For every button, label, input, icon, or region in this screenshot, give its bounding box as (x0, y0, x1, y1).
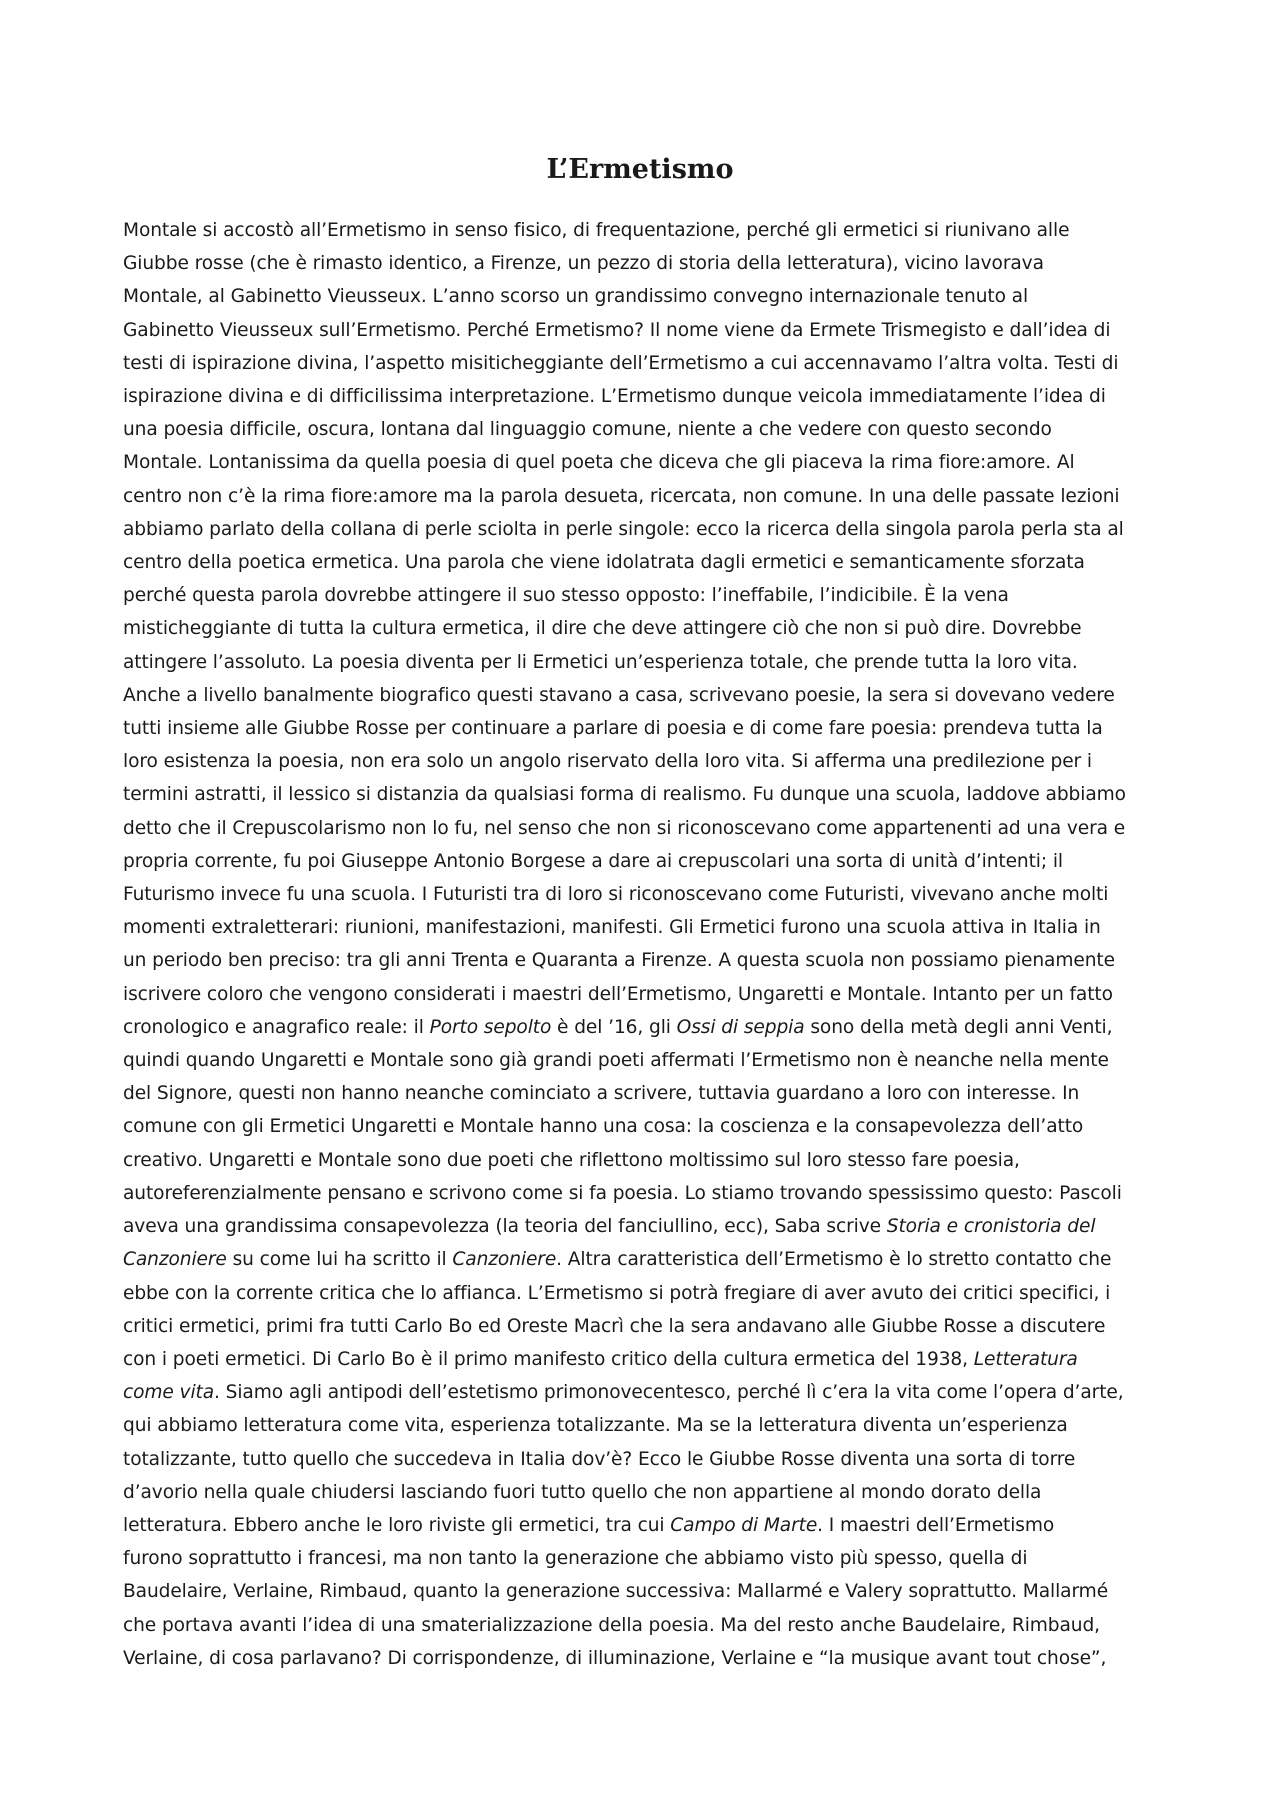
text-segment: con i poeti ermetici. Di Carlo Bo è il primo manifesto critico della cultura ermetica del 1938, (123, 1348, 974, 1370)
text-line (123, 646, 1173, 679)
text-line (123, 214, 1173, 247)
text-segment: iscrivere coloro che vengono considerati i maestri dell’Ermetismo, Ungaretti e Montale. Intanto per un fatto (123, 983, 1113, 1005)
text-segment: Giubbe rosse (che è rimasto identico, a Firenze, un pezzo di storia della letteratura), vicino lavorava (123, 253, 1044, 275)
text-segment: creativo. Ungaretti e Montale sono due poeti che riflettono moltissimo sul loro stesso fare poesia, (123, 1149, 1020, 1171)
text-segment: furono soprattutto i francesi, ma non tanto la generazione che abbiamo visto più spesso, quella di (123, 1548, 1028, 1570)
text-line (123, 944, 1173, 977)
text-segment: . Altra caratteristica dell’Ermetismo è lo stretto contatto che (556, 1249, 1112, 1271)
text-line (123, 513, 1173, 546)
text-line (123, 413, 1173, 446)
text-segment: Montale, al Gabinetto Vieusseux. L’anno scorso un grandissimo convegno internazionale tenuto al (123, 286, 1029, 308)
text-line (123, 1343, 1173, 1376)
italic-title-text: Storia e cronistoria del (886, 1216, 1096, 1238)
text-line (123, 612, 1173, 645)
text-segment: Anche a livello banalmente biografico questi stavano a casa, scrivevano poesie, la sera si dovevano vedere (123, 684, 1115, 706)
text-segment: che portava avanti l’idea di una smaterializzazione della poesia. Ma del resto anche Baudelaire, Rimbaud, (123, 1614, 1100, 1636)
text-line (123, 911, 1173, 944)
document-body (123, 214, 1173, 1675)
text-segment: misticheggiante di tutta la cultura ermetica, il dire che deve attingere ciò che non si può dire. Dovrebbe (123, 618, 1082, 640)
text-segment: autoreferenzialmente pensano e scrivono come si fa poesia. Lo stiamo trovando spessissimo questo: Pascoli (123, 1182, 1122, 1204)
text-segment: letteratura. Ebbero anche le loro riviste gli ermetici, tra cui (123, 1514, 671, 1536)
text-segment: Gabinetto Vieusseux sull’Ermetismo. Perché Ermetismo? Il nome viene da Ermete Trismegisto e dall’idea di (123, 319, 1111, 341)
text-segment: perché questa parola dovrebbe attingere il suo stesso opposto: l’ineffabile, l’indicibile. È la vena (123, 585, 1009, 607)
text-line (123, 1575, 1173, 1608)
text-segment: cronologico e anagrafico reale: il (123, 1016, 430, 1038)
text-line (123, 845, 1173, 878)
text-line (123, 247, 1173, 280)
text-segment: totalizzante, tutto quello che succedeva in Italia dov’è? Ecco le Giubbe Rosse diventa una sorta di torre (123, 1448, 1076, 1470)
text-line (123, 380, 1173, 413)
text-line (123, 314, 1173, 347)
text-segment: centro non c’è la rima fiore:amore ma la parola desueta, ricercata, non comune. In una delle passate lezioni (123, 485, 1120, 507)
text-segment: Montale si accostò all’Ermetismo in senso fisico, di frequentazione, perché gli ermetici si riunivano alle (123, 220, 1070, 241)
text-line (123, 1277, 1173, 1310)
text-line (123, 1443, 1173, 1476)
text-segment: un periodo ben preciso: tra gli anni Trenta e Quaranta a Firenze. A questa scuola non possiamo pienamente (123, 950, 1115, 972)
text-line (123, 446, 1173, 479)
text-line (123, 1110, 1173, 1143)
text-segment: una poesia difficile, oscura, lontana dal linguaggio comune, niente a che vedere con questo secondo (123, 419, 1052, 441)
italic-title-text: Ossi di seppia (676, 1016, 805, 1038)
italic-title-text: Campo di Marte (670, 1514, 818, 1536)
text-segment: ebbe con la corrente critica che lo affianca. L’Ermetismo si potrà fregiare di aver avuto dei critici specifici, i (123, 1282, 1111, 1304)
text-line (123, 1044, 1173, 1077)
text-line (123, 1310, 1173, 1343)
text-line (123, 480, 1173, 513)
text-segment: momenti extraletterari: riunioni, manifestazioni, manifesti. Gli Ermetici furono una scuola attiva in Italia in (123, 917, 1101, 939)
text-segment: propria corrente, fu poi Giuseppe Antonio Borgese a dare ai crepuscolari una sorta di unità d’intenti; il (123, 850, 1063, 872)
text-segment: centro della poetica ermetica. Una parola che viene idolatrata dagli ermetici e semanticamente sforzata (123, 552, 1085, 574)
text-segment: Baudelaire, Verlaine, Rimbaud, quanto la generazione successiva: Mallarmé e Valery soprattutto. Mallarmé (123, 1581, 1109, 1603)
text-line (123, 1609, 1173, 1642)
document-title: L’Ermetismo (546, 154, 734, 185)
italic-title-text: Canzoniere (123, 1249, 227, 1271)
italic-title-text: come vita (123, 1382, 215, 1404)
text-line (123, 712, 1173, 745)
text-segment: termini astratti, il lessico si distanzia da qualsiasi forma di realismo. Fu dunque una scuola, laddove abbiamo (123, 784, 1126, 806)
text-segment: aveva una grandissima consapevolezza (la teoria del fanciullino, ecc), Saba scrive (123, 1216, 887, 1238)
italic-title-text: Porto sepolto (429, 1016, 552, 1038)
text-line (123, 1476, 1173, 1509)
text-line (123, 978, 1173, 1011)
text-line (123, 1243, 1173, 1276)
text-line (123, 1409, 1173, 1442)
text-line (123, 1077, 1173, 1110)
text-line (123, 347, 1173, 380)
italic-title-text: Letteratura (973, 1348, 1078, 1370)
text-segment: comune con gli Ermetici Ungaretti e Montale hanno una cosa: la coscienza e la consapevolezza dell’atto (123, 1116, 1084, 1138)
text-line (123, 1642, 1173, 1675)
text-segment: detto che il Crepuscolarismo non lo fu, nel senso che non si riconoscevano come appartenenti ad una vera e (123, 817, 1126, 839)
text-segment: sono della metà degli anni Venti, (804, 1016, 1113, 1038)
text-segment: tutti insieme alle Giubbe Rosse per continuare a parlare di poesia e di come fare poesia: prendeva tutta la (123, 718, 1103, 740)
text-line (123, 778, 1173, 811)
text-line (123, 546, 1173, 579)
text-segment: qui abbiamo letteratura come vita, esperienza totalizzante. Ma se la letteratura diventa un’esperienza (123, 1415, 1068, 1437)
text-segment: loro esistenza la poesia, non era solo un angolo riservato della loro vita. Si afferma una predilezione per i (123, 751, 1092, 773)
text-line (123, 280, 1173, 313)
text-line (123, 1509, 1173, 1542)
text-segment: è del ’16, gli (551, 1016, 677, 1038)
text-segment: ispirazione divina e di difficilissima interpretazione. L’Ermetismo dunque veicola immediatamente l’idea di (123, 386, 1106, 408)
text-segment: . I maestri dell’Ermetismo (817, 1514, 1055, 1536)
text-segment: quindi quando Ungaretti e Montale sono già grandi poeti affermati l’Ermetismo non è neanche nella mente (123, 1050, 1109, 1072)
text-segment: Verlaine, di cosa parlavano? Di corrispondenze, di illuminazione, Verlaine e “la musique avant tout chose”, (123, 1647, 1107, 1669)
text-line (123, 1144, 1173, 1177)
text-line (123, 1177, 1173, 1210)
text-line (123, 679, 1173, 712)
text-line (123, 579, 1173, 612)
text-segment: . Siamo agli antipodi dell’estetismo primonovecentesco, perché lì c’era la vita come l’opera d’arte, (214, 1382, 1124, 1404)
text-segment: su come lui ha scritto il (226, 1249, 453, 1271)
text-line (123, 1210, 1173, 1243)
text-segment: Futurismo invece fu una scuola. I Futuristi tra di loro si riconoscevano come Futuristi, vivevano anche molti (123, 884, 1109, 906)
text-line (123, 745, 1173, 778)
text-line (123, 1376, 1173, 1409)
text-segment: attingere l’assoluto. La poesia diventa per li Ermetici un’esperienza totale, che prende tutta la loro vita. (123, 651, 1078, 673)
text-segment: abbiamo parlato della collana di perle sciolta in perle singole: ecco la ricerca della singola parola perla sta al (123, 518, 1124, 540)
text-line (123, 878, 1173, 911)
text-segment: Montale. Lontanissima da quella poesia di quel poeta che diceva che gli piaceva la rima fiore:amore. Al (123, 452, 1075, 474)
text-line (123, 1011, 1173, 1044)
italic-title-text: Canzoniere (452, 1249, 557, 1271)
text-segment: d’avorio nella quale chiudersi lasciando fuori tutto quello che non appartiene al mondo dorato della (123, 1481, 1042, 1503)
text-segment: testi di ispirazione divina, l’aspetto misiticheggiante dell’Ermetismo a cui accennavamo l’altra volta. Testi di (123, 352, 1119, 374)
text-segment: critici ermetici, primi fra tutti Carlo Bo ed Oreste Macrì che la sera andavano alle Giubbe Rosse a discutere (123, 1315, 1106, 1337)
text-line (123, 812, 1173, 845)
text-segment: del Signore, questi non hanno neanche cominciato a scrivere, tuttavia guardano a loro con interesse. In (123, 1083, 1080, 1105)
text-line (123, 1542, 1173, 1575)
